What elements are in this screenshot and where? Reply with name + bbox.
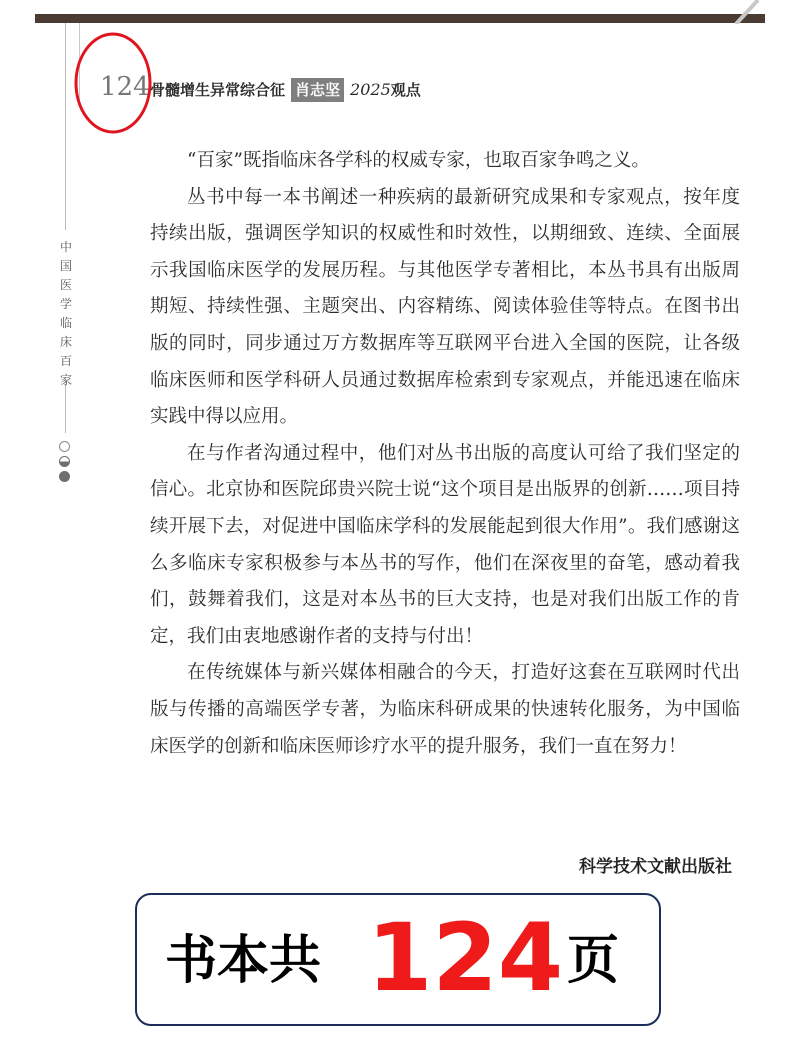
paragraph: 在传统媒体与新兴媒体相融合的今天，打造好这套在互联网时代出版与传播的高端医学专著，为临床科研成果的快速转化服务，为中国临床医学的创新和临床医师诊疗水平的提升服务，我们一直在努力！ (150, 662, 740, 757)
book-title: 骨髓增生异常综合征 (150, 81, 286, 99)
dot-open-icon (59, 441, 70, 452)
paragraph: “百家”既指临床各学科的权威专家，也取百家争鸣之义。 (187, 150, 650, 171)
viewpoint-label: 观点 (390, 81, 421, 99)
series-side-label: 中国医学临床百家 (59, 240, 72, 387)
page-count-banner (135, 893, 661, 1026)
dot-half-icon (59, 456, 70, 467)
dot-full-icon (59, 471, 70, 482)
author-tag: 肖志坚 (291, 78, 344, 102)
corner-decoration (706, 0, 766, 24)
highlight-circle (73, 31, 153, 135)
page-number: 124 (100, 72, 150, 102)
margin-rule-bottom (65, 385, 66, 433)
banner-prefix: 书本共 (165, 931, 322, 991)
margin-rule-top (65, 23, 66, 230)
body-text (150, 143, 740, 765)
running-header (150, 78, 421, 102)
publisher-signature: 科学技术文献出版社 (579, 857, 732, 877)
side-dots (59, 441, 73, 486)
top-border-bar (35, 14, 765, 23)
banner-suffix: 页 (567, 931, 620, 991)
paragraph: 在与作者沟通过程中，他们对丛书出版的高度认可给了我们坚定的信心。北京协和医院邱贵兴院士说“这个项目是出版界的创新……项目持续开展下去，对促进中国临床学科的发展能起到很大作用”。我们感谢这么多临床专家积极参与本丛书的写作，他们在深夜里的奋笔，感动着我们，鼓舞着我们，这是对本丛书的巨大支持，也是对我们出版工作的肯定，我们由衷地感谢作者的支持与付出！ (150, 442, 740, 647)
edition-year: 2025 (350, 80, 391, 99)
paragraph: 丛书中每一本书阐述一种疾病的最新研究成果和专家观点，按年度持续出版，强调医学知识的权威性和时效性，以期细致、连续、全面展示我国临床医学的发展历程。与其他医学专著相比，本丛书具有出版周期短、持续性强、主题突出、内容精练、阅读体验佳等特点。在图书出版的同时，同步通过万方数据库等互联网平台进入全国的医院，让各级临床医师和医学科研人员通过数据库检索到专家观点，并能迅速在临床实践中得以应用。 (150, 186, 740, 428)
banner-page-count: 124 (367, 904, 564, 1013)
